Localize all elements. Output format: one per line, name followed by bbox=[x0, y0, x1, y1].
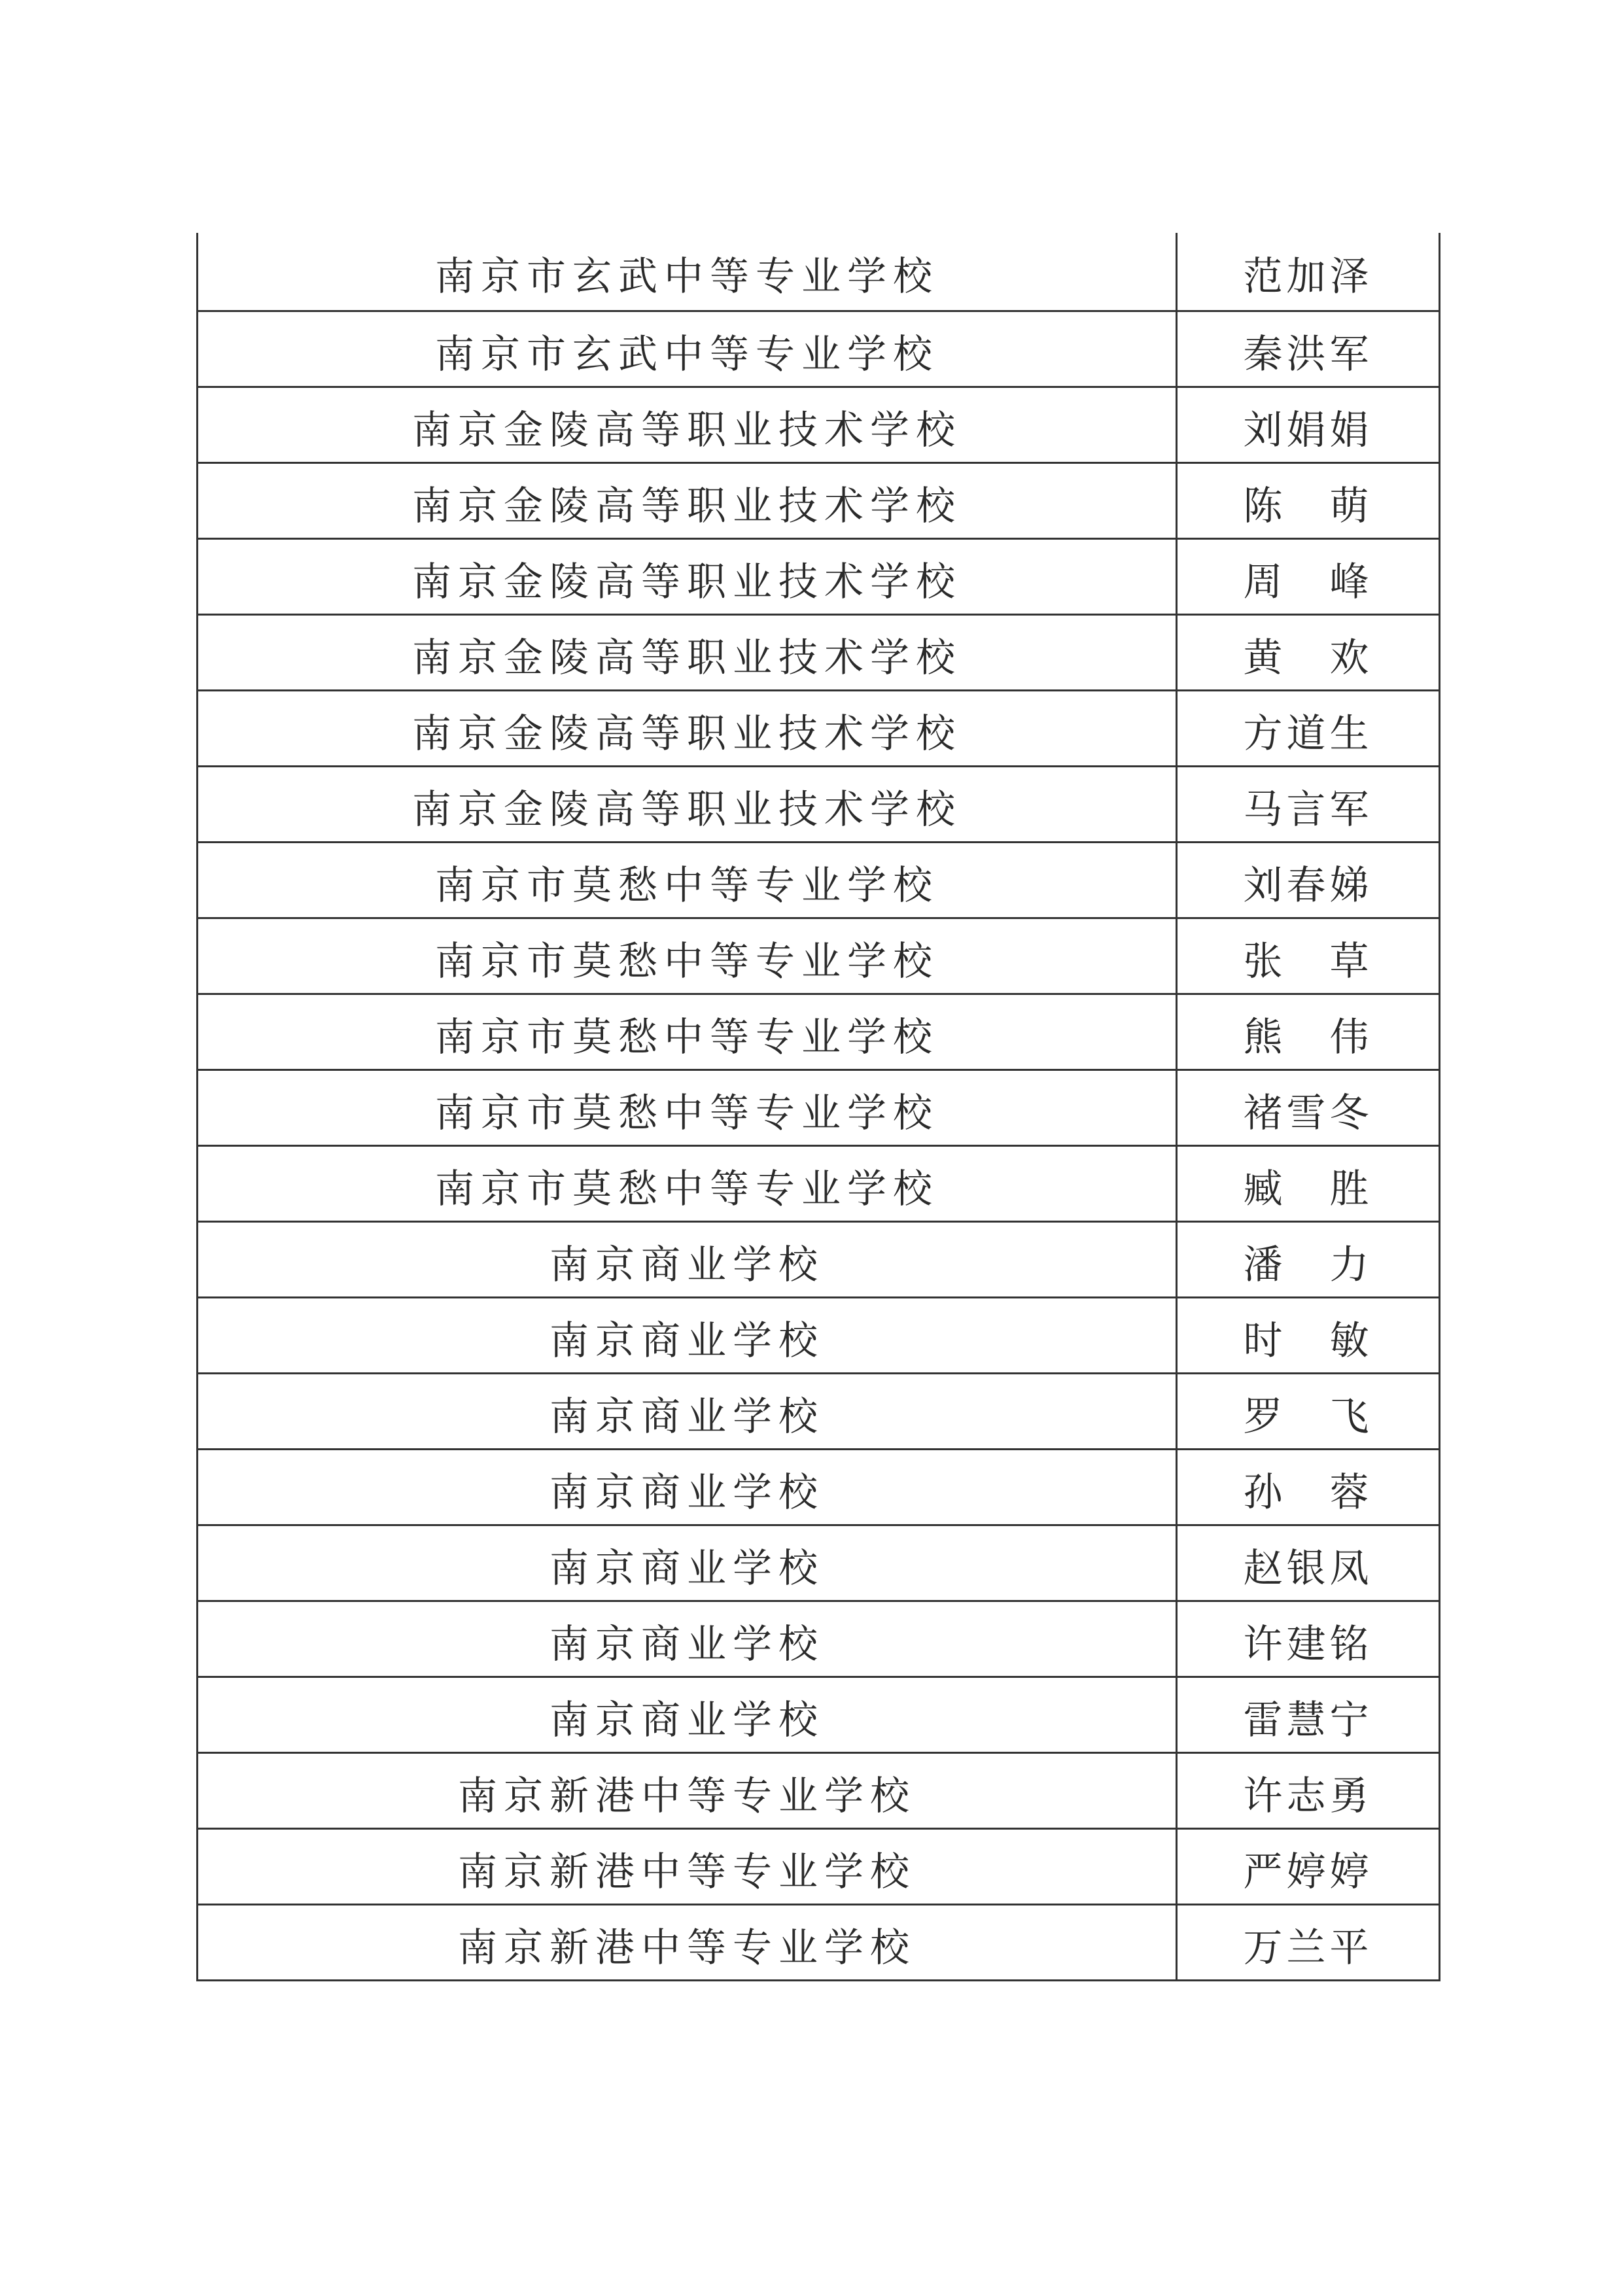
school-cell: 南京金陵高等职业技术学校 bbox=[198, 616, 1178, 689]
name-cell: 潘 力 bbox=[1243, 1242, 1373, 1288]
school-cell: 南京商业学校 bbox=[198, 1298, 1178, 1372]
name-cell: 秦洪军 bbox=[1243, 331, 1373, 377]
table-row bbox=[198, 1524, 1439, 1600]
name-cell: 马言军 bbox=[1243, 786, 1373, 833]
school-cell: 南京商业学校 bbox=[198, 1223, 1178, 1296]
table-row bbox=[198, 538, 1439, 614]
table-row bbox=[198, 1372, 1439, 1448]
table-row bbox=[198, 614, 1439, 689]
table-row bbox=[198, 1296, 1439, 1372]
school-cell: 南京市玄武中等专业学校 bbox=[198, 233, 1178, 310]
roster-table bbox=[196, 233, 1440, 1981]
school-cell: 南京市莫愁中等专业学校 bbox=[198, 1071, 1178, 1145]
name-cell: 赵银凤 bbox=[1243, 1545, 1373, 1592]
name-cell: 刘春娣 bbox=[1243, 862, 1373, 909]
school-cell: 南京市莫愁中等专业学校 bbox=[198, 995, 1178, 1069]
school-cell: 南京金陵高等职业技术学校 bbox=[198, 388, 1178, 462]
name-cell: 周 峰 bbox=[1243, 559, 1373, 605]
table-row bbox=[198, 1448, 1439, 1524]
table-row bbox=[198, 993, 1439, 1069]
name-cell: 张 草 bbox=[1243, 938, 1373, 984]
table-row bbox=[198, 841, 1439, 917]
school-cell: 南京市莫愁中等专业学校 bbox=[198, 919, 1178, 993]
name-cell: 孙 蓉 bbox=[1243, 1469, 1373, 1516]
table-row bbox=[198, 1221, 1439, 1296]
name-cell: 严婷婷 bbox=[1243, 1849, 1373, 1895]
school-cell: 南京金陵高等职业技术学校 bbox=[198, 540, 1178, 614]
table-row bbox=[198, 310, 1439, 386]
school-cell: 南京金陵高等职业技术学校 bbox=[198, 464, 1178, 538]
name-cell: 雷慧宁 bbox=[1243, 1697, 1373, 1743]
table-row bbox=[198, 1904, 1439, 1979]
school-cell: 南京市莫愁中等专业学校 bbox=[198, 1147, 1178, 1221]
table-row bbox=[198, 233, 1439, 310]
table-row bbox=[198, 386, 1439, 462]
school-cell: 南京商业学校 bbox=[198, 1374, 1178, 1448]
school-cell: 南京金陵高等职业技术学校 bbox=[198, 767, 1178, 841]
school-cell: 南京商业学校 bbox=[198, 1678, 1178, 1752]
table-row bbox=[198, 1145, 1439, 1221]
name-cell: 熊 伟 bbox=[1243, 1014, 1373, 1060]
name-cell: 许志勇 bbox=[1243, 1773, 1373, 1819]
name-cell: 褚雪冬 bbox=[1243, 1090, 1373, 1136]
name-cell: 方道生 bbox=[1243, 710, 1373, 757]
school-cell: 南京金陵高等职业技术学校 bbox=[198, 691, 1178, 765]
school-cell: 南京商业学校 bbox=[198, 1450, 1178, 1524]
school-cell: 南京商业学校 bbox=[198, 1526, 1178, 1600]
table-row bbox=[198, 689, 1439, 765]
name-cell: 时 敏 bbox=[1243, 1317, 1373, 1364]
table-row bbox=[198, 765, 1439, 841]
school-cell: 南京市莫愁中等专业学校 bbox=[198, 843, 1178, 917]
table-row bbox=[198, 1069, 1439, 1145]
name-cell: 臧 胜 bbox=[1243, 1166, 1373, 1212]
table-row bbox=[198, 1600, 1439, 1676]
table-row bbox=[198, 1752, 1439, 1828]
school-cell: 南京新港中等专业学校 bbox=[198, 1905, 1178, 1979]
school-cell: 南京市玄武中等专业学校 bbox=[198, 312, 1178, 386]
name-cell: 刘娟娟 bbox=[1243, 407, 1373, 453]
table-row bbox=[198, 462, 1439, 538]
table-row bbox=[198, 917, 1439, 993]
table-row bbox=[198, 1676, 1439, 1752]
name-cell: 范加泽 bbox=[1243, 254, 1373, 300]
school-cell: 南京商业学校 bbox=[198, 1602, 1178, 1676]
name-cell: 陈 萌 bbox=[1243, 483, 1373, 529]
name-cell: 许建铭 bbox=[1243, 1621, 1373, 1667]
name-cell: 万兰平 bbox=[1243, 1924, 1373, 1971]
school-cell: 南京新港中等专业学校 bbox=[198, 1754, 1178, 1828]
school-cell: 南京新港中等专业学校 bbox=[198, 1830, 1178, 1904]
name-cell: 罗 飞 bbox=[1243, 1393, 1373, 1440]
name-cell: 黄 欢 bbox=[1243, 635, 1373, 681]
table-row bbox=[198, 1828, 1439, 1904]
